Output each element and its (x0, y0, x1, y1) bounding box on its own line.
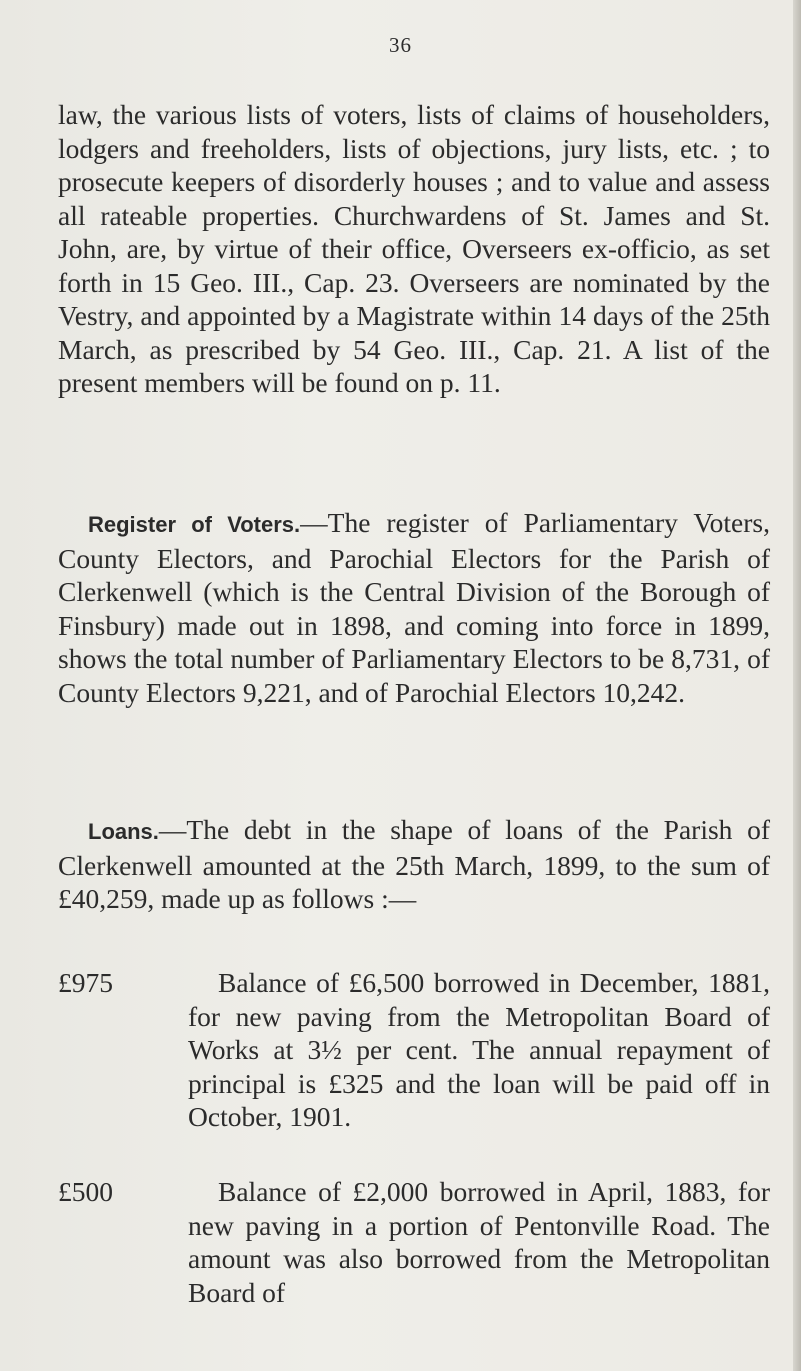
page-number: 36 (389, 33, 412, 57)
register-of-voters-section (58, 506, 770, 709)
intro-paragraph-block (58, 98, 770, 400)
register-text: —The register of Parliamentary Voters, County Electors, and Parochial Electors for the Parish of Clerkenwell (which is the Central Division of the Borough of Finsbury) made out in 1898, and coming into force in 1899, shows the total number of Parliamentary Electors to be 8,731, of County Electors 9,221, and of Parochial Electors 10,242. (58, 507, 770, 708)
loan-amount: £500 (58, 1176, 113, 1207)
register-heading: Register of Voters. (88, 512, 301, 537)
loans-heading: Loans. (88, 819, 159, 844)
loan-description: Balance of £2,000 borrowed in April, 1883, for new paving in a portion of Pentonville Road. The amount was also borrowed from the Metropolitan Board of (188, 1176, 770, 1308)
loan-amount: £975 (58, 967, 113, 998)
loan-description: Balance of £6,500 borrowed in December, 1881, for new paving from the Metropolitan Board of Works at 3½ per cent. The annual repayment of principal is £325 and the loan will be paid off in October, 1901. (188, 967, 770, 1132)
page-edge-shadow (793, 0, 801, 1371)
intro-paragraph: law, the various lists of voters, lists of claims of householders, lodgers and freeholders, lists of objections, jury lists, etc. ; to prosecute keepers of disorderly houses ; and to value and assess all rateable properties. Churchwardens of St. James and St. John, are, by virtue of their office, Overseers ex-officio, as set forth in 15 Geo. III., Cap. 23. Overseers are nominated by the Vestry, and appointed by a Magistrate within 14 days of the 25th March, as prescribed by 54 Geo. III., Cap. 21. A list of the present members will be found on p. 11. (58, 99, 770, 398)
register-paragraph (58, 506, 770, 709)
loans-section (58, 813, 770, 916)
loans-text: —The debt in the shape of loans of the Parish of Clerkenwell amounted at the 25th March, 1899, to the sum of £40,259, made up as follows :— (58, 814, 770, 914)
loans-paragraph (58, 813, 770, 916)
